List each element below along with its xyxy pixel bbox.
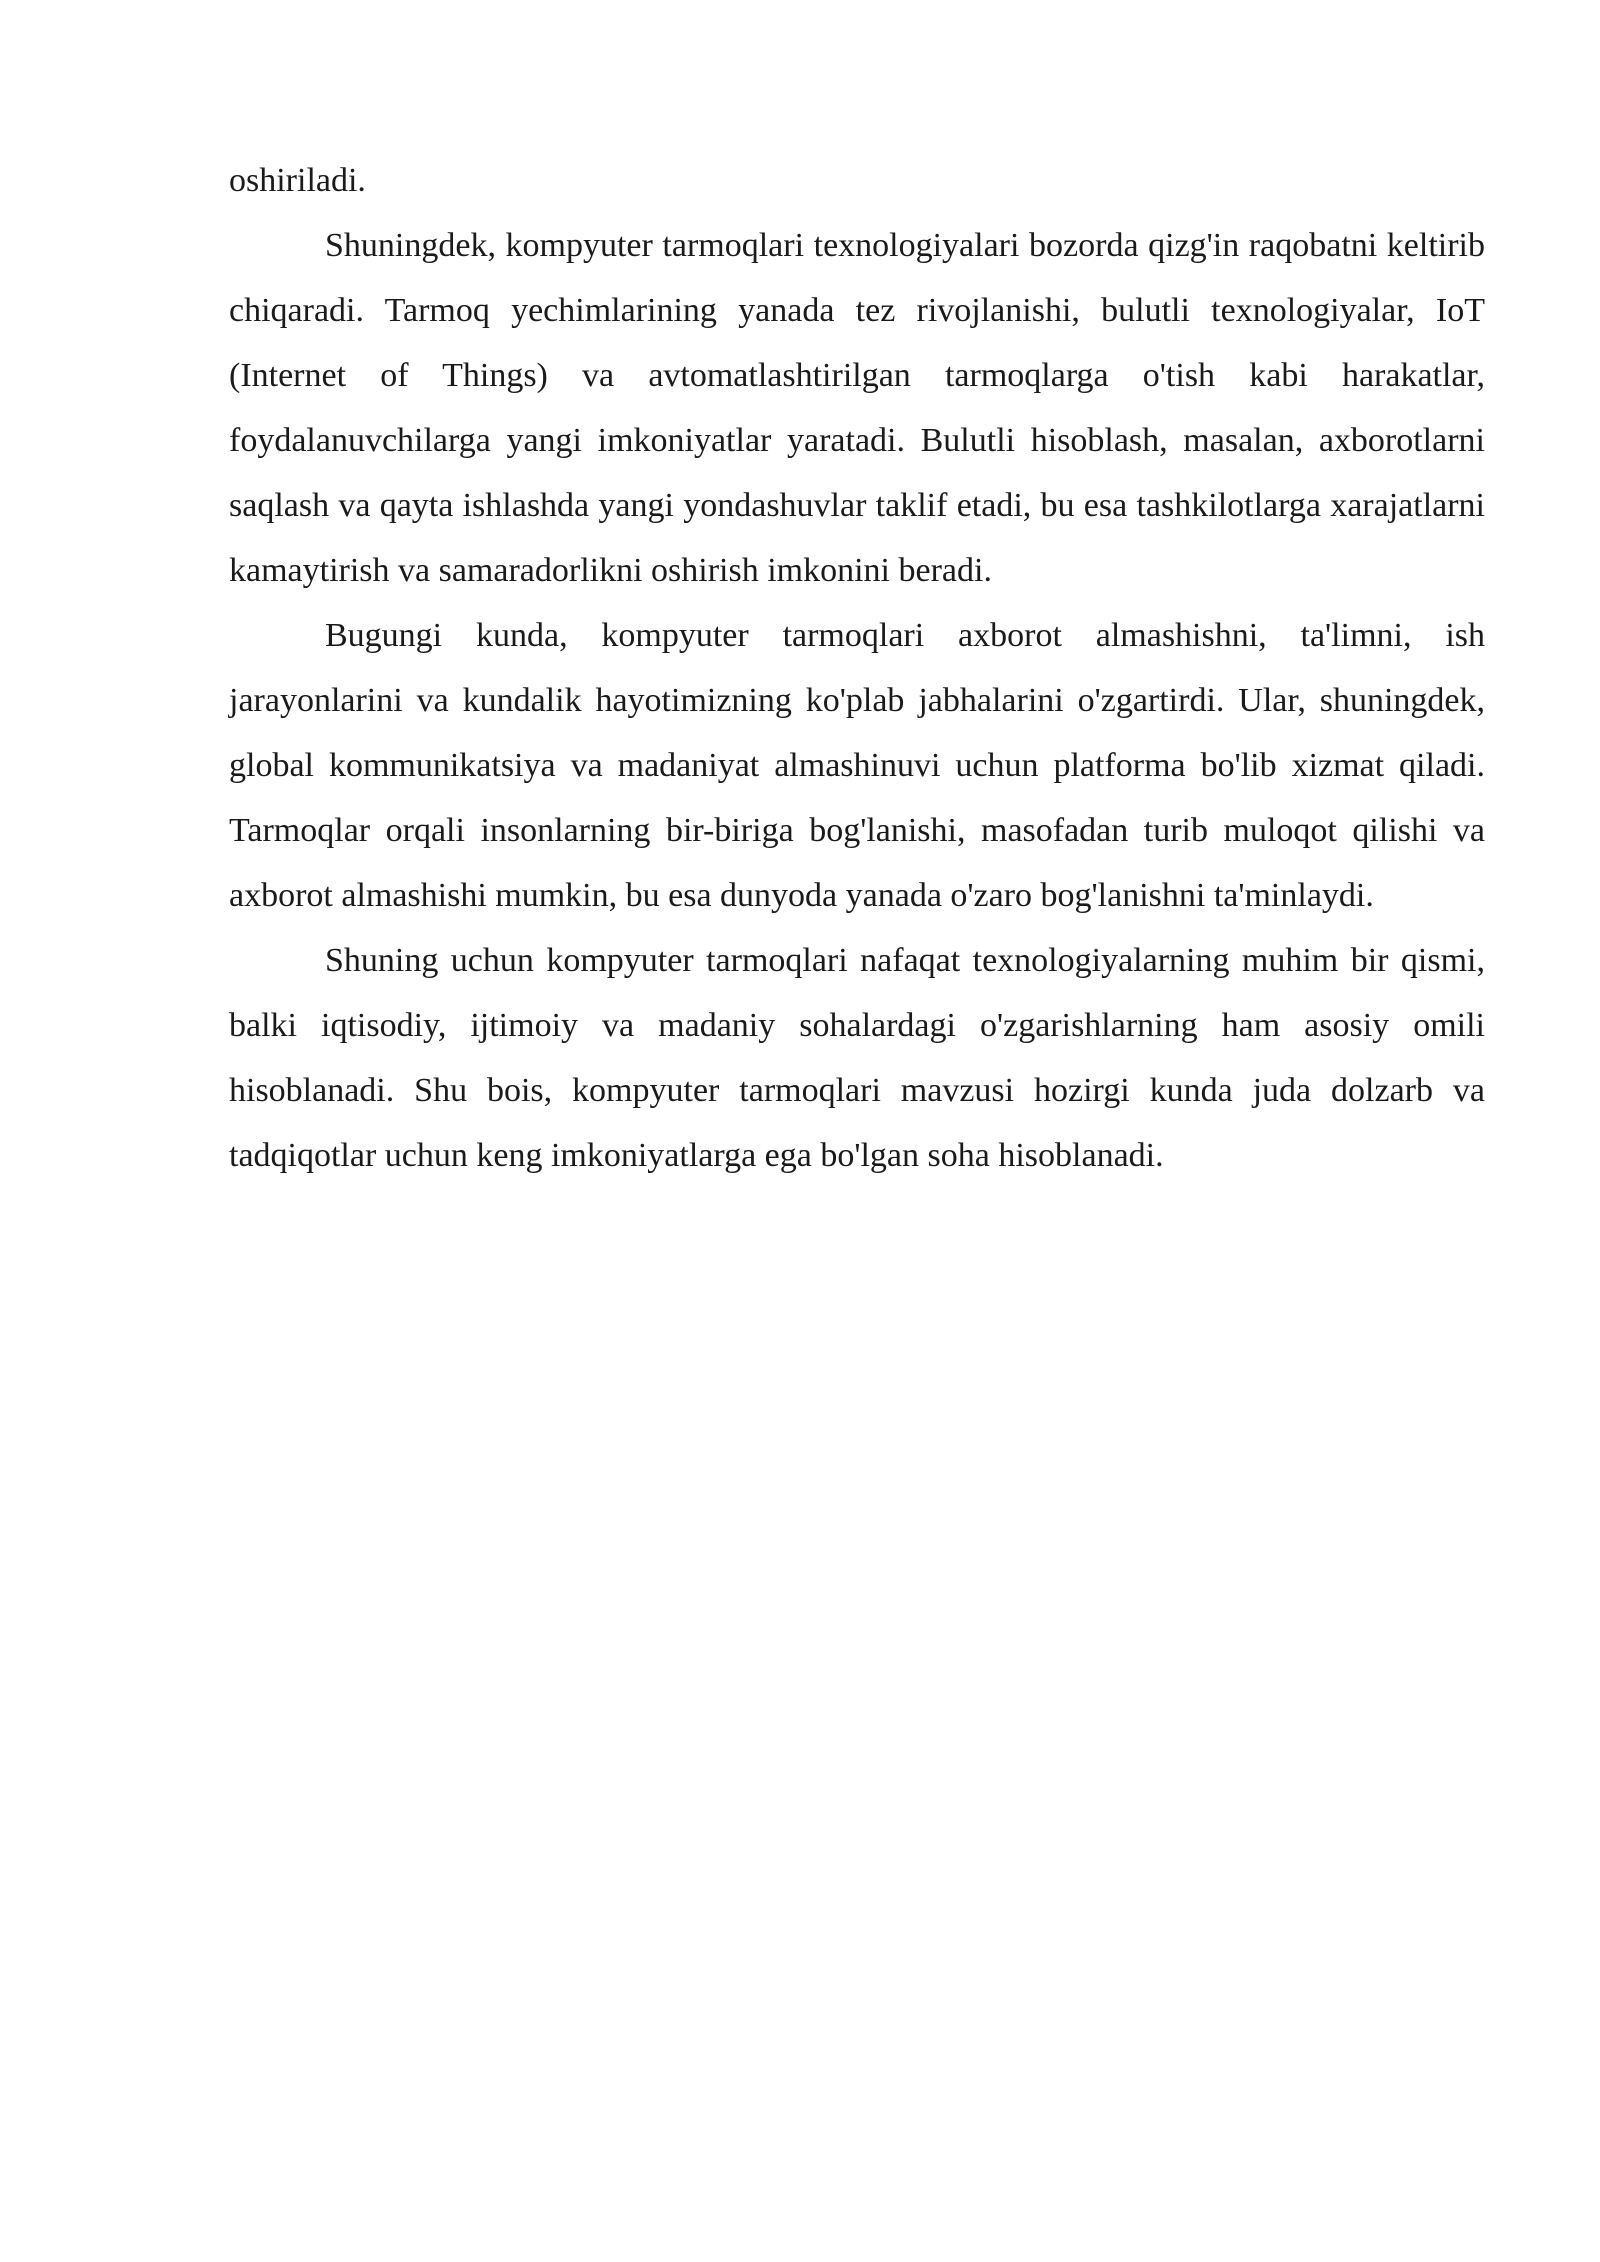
document-body: [229, 148, 1485, 1188]
paragraph-continuation: oshiriladi.: [229, 162, 366, 199]
paragraph-conclusion: Shuning uchun kompyuter tarmoqlari nafaqat texnologiyalarning muhim bir qismi, balki iqtisodiy, ijtimoiy va madaniy sohalardagi o'zgarishlarning ham asosiy omili hisoblanadi. Shu bois, kompyuter tarmoqlari mavzusi hozirgi kunda juda dolzarb va tadqiqotlar uchun keng imkoniyatlarga ega bo'lgan soha hisoblanadi.: [229, 942, 1485, 1174]
paragraph-market-competition: Shuningdek, kompyuter tarmoqlari texnologiyalari bozorda qizg'in raqobatni keltirib chiqaradi. Tarmoq yechimlarining yanada tez rivojlanishi, bulutli texnologiyalar, IoT (Internet of Things) va avtomatlashtirilgan tarmoqlarga o'tish kabi harakatlar, foydalanuvchilarga yangi imkoniyatlar yaratadi. Bulutli hisoblash, masalan, axborotlarni saqlash va qayta ishlashda yangi yondashuvlar taklif etadi, bu esa tashkilotlarga xarajatlarni kamaytirish va samaradorlikni oshirish imkonini beradi.: [229, 227, 1485, 589]
paragraph-daily-life-impact: Bugungi kunda, kompyuter tarmoqlari axborot almashishni, ta'limni, ish jarayonlarini va kundalik hayotimizning ko'plab jabhalarini o'zgartirdi. Ular, shuningdek, global kommunikatsiya va madaniyat almashinuvi uchun platforma bo'lib xizmat qiladi. Tarmoqlar orqali insonlarning bir-biriga bog'lanishi, masofadan turib muloqot qilishi va axborot almashishi mumkin, bu esa dunyoda yanada o'zaro bog'lanishni ta'minlaydi.: [229, 617, 1485, 914]
